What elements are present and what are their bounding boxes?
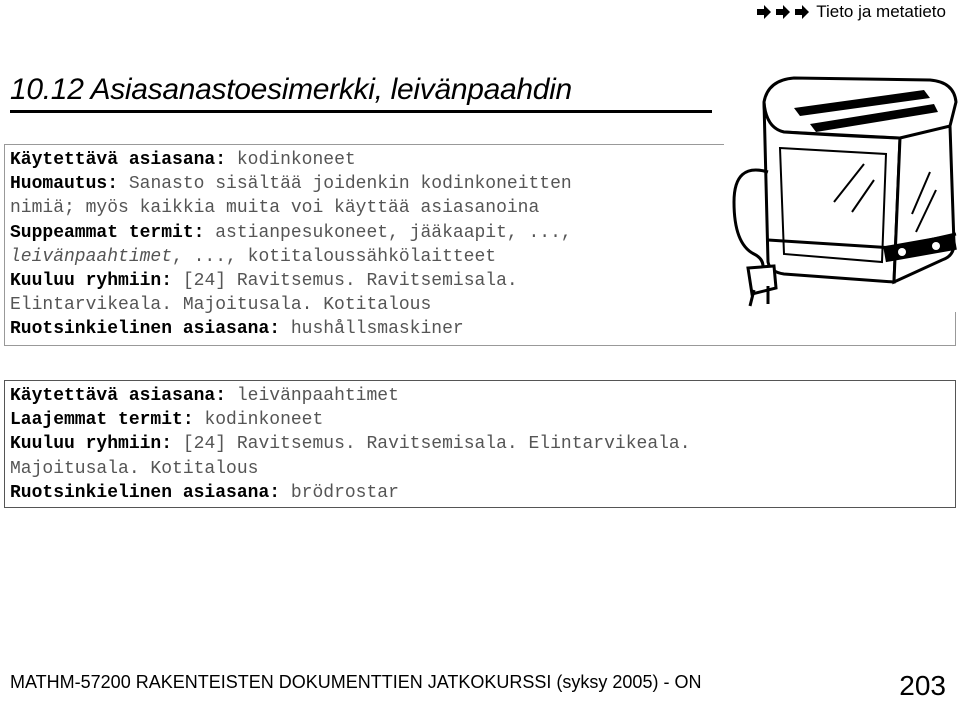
field-value: Sanasto sisältää joidenkin kodinkoneitten bbox=[128, 174, 572, 195]
thesaurus-entry-leivanpaahtimet bbox=[4, 380, 956, 508]
entry-line bbox=[10, 148, 700, 172]
page-title: 10.12 Asiasanastoesimerkki, leivänpaahdin bbox=[10, 73, 572, 106]
field-label: Ruotsinkielinen asiasana: bbox=[10, 482, 281, 503]
field-value: kodinkoneet bbox=[204, 410, 324, 431]
title-underline bbox=[10, 110, 712, 113]
entry-text bbox=[10, 148, 700, 342]
field-value: , ..., kotitaloussähkölaitteet bbox=[172, 246, 497, 267]
field-value: leivänpaahtimet bbox=[236, 386, 399, 406]
toaster-illustration bbox=[724, 72, 960, 312]
nav-link[interactable] bbox=[756, 0, 946, 24]
field-value: hushållsmaskiner bbox=[290, 319, 464, 340]
field-label: Kuuluu ryhmiin: bbox=[10, 271, 173, 292]
entry-line bbox=[10, 196, 700, 220]
entry-line bbox=[10, 432, 940, 456]
field-label: Huomautus: bbox=[10, 174, 119, 195]
field-value-italic: leivänpaahtimet bbox=[10, 246, 173, 267]
field-value: nimiä; myös kaikkia muita voi käyttää asiasanoina bbox=[10, 198, 540, 219]
toaster-icon bbox=[724, 72, 960, 312]
arrow-right-icon bbox=[775, 5, 791, 19]
entry-line bbox=[10, 408, 940, 432]
nav-arrows bbox=[756, 5, 810, 19]
entry-line bbox=[10, 481, 940, 505]
entry-line bbox=[10, 317, 700, 341]
field-label: Laajemmat termit: bbox=[10, 410, 194, 431]
field-label: Ruotsinkielinen asiasana: bbox=[10, 319, 281, 340]
field-label: Kuuluu ryhmiin: bbox=[10, 434, 173, 455]
field-label: Suppeammat termit: bbox=[10, 222, 205, 243]
page-number: 203 bbox=[899, 670, 946, 701]
arrow-right-icon bbox=[756, 5, 772, 19]
arrow-right-icon bbox=[794, 5, 810, 19]
entry-line bbox=[10, 245, 700, 269]
entry-line bbox=[10, 384, 940, 408]
entry-line bbox=[10, 221, 700, 245]
field-value: Majoitusala. Kotitalous bbox=[10, 458, 259, 479]
field-value: [24] Ravitsemus. Ravitsemisala. Elintarvikeala. bbox=[182, 434, 691, 455]
field-value: kodinkoneet bbox=[236, 150, 356, 170]
entry-line bbox=[10, 172, 700, 196]
nav-label[interactable]: Tieto ja metatieto bbox=[816, 2, 946, 21]
entry-text bbox=[10, 384, 940, 505]
entry-line bbox=[10, 293, 700, 317]
footer-course: MATHM-57200 RAKENTEISTEN DOKUMENTTIEN JATKOKURSSI (syksy 2005) - ON bbox=[10, 672, 702, 692]
field-value: [24] Ravitsemus. Ravitsemisala. bbox=[182, 271, 518, 292]
field-value: brödrostar bbox=[290, 482, 399, 503]
field-label: Käytettävä asiasana: bbox=[10, 386, 227, 406]
entry-line bbox=[10, 269, 700, 293]
field-label: Käytettävä asiasana: bbox=[10, 150, 227, 170]
field-value: Elintarvikeala. Majoitusala. Kotitalous bbox=[10, 295, 432, 316]
field-value: astianpesukoneet, jääkaapit, ..., bbox=[215, 222, 572, 243]
entry-line bbox=[10, 457, 940, 481]
